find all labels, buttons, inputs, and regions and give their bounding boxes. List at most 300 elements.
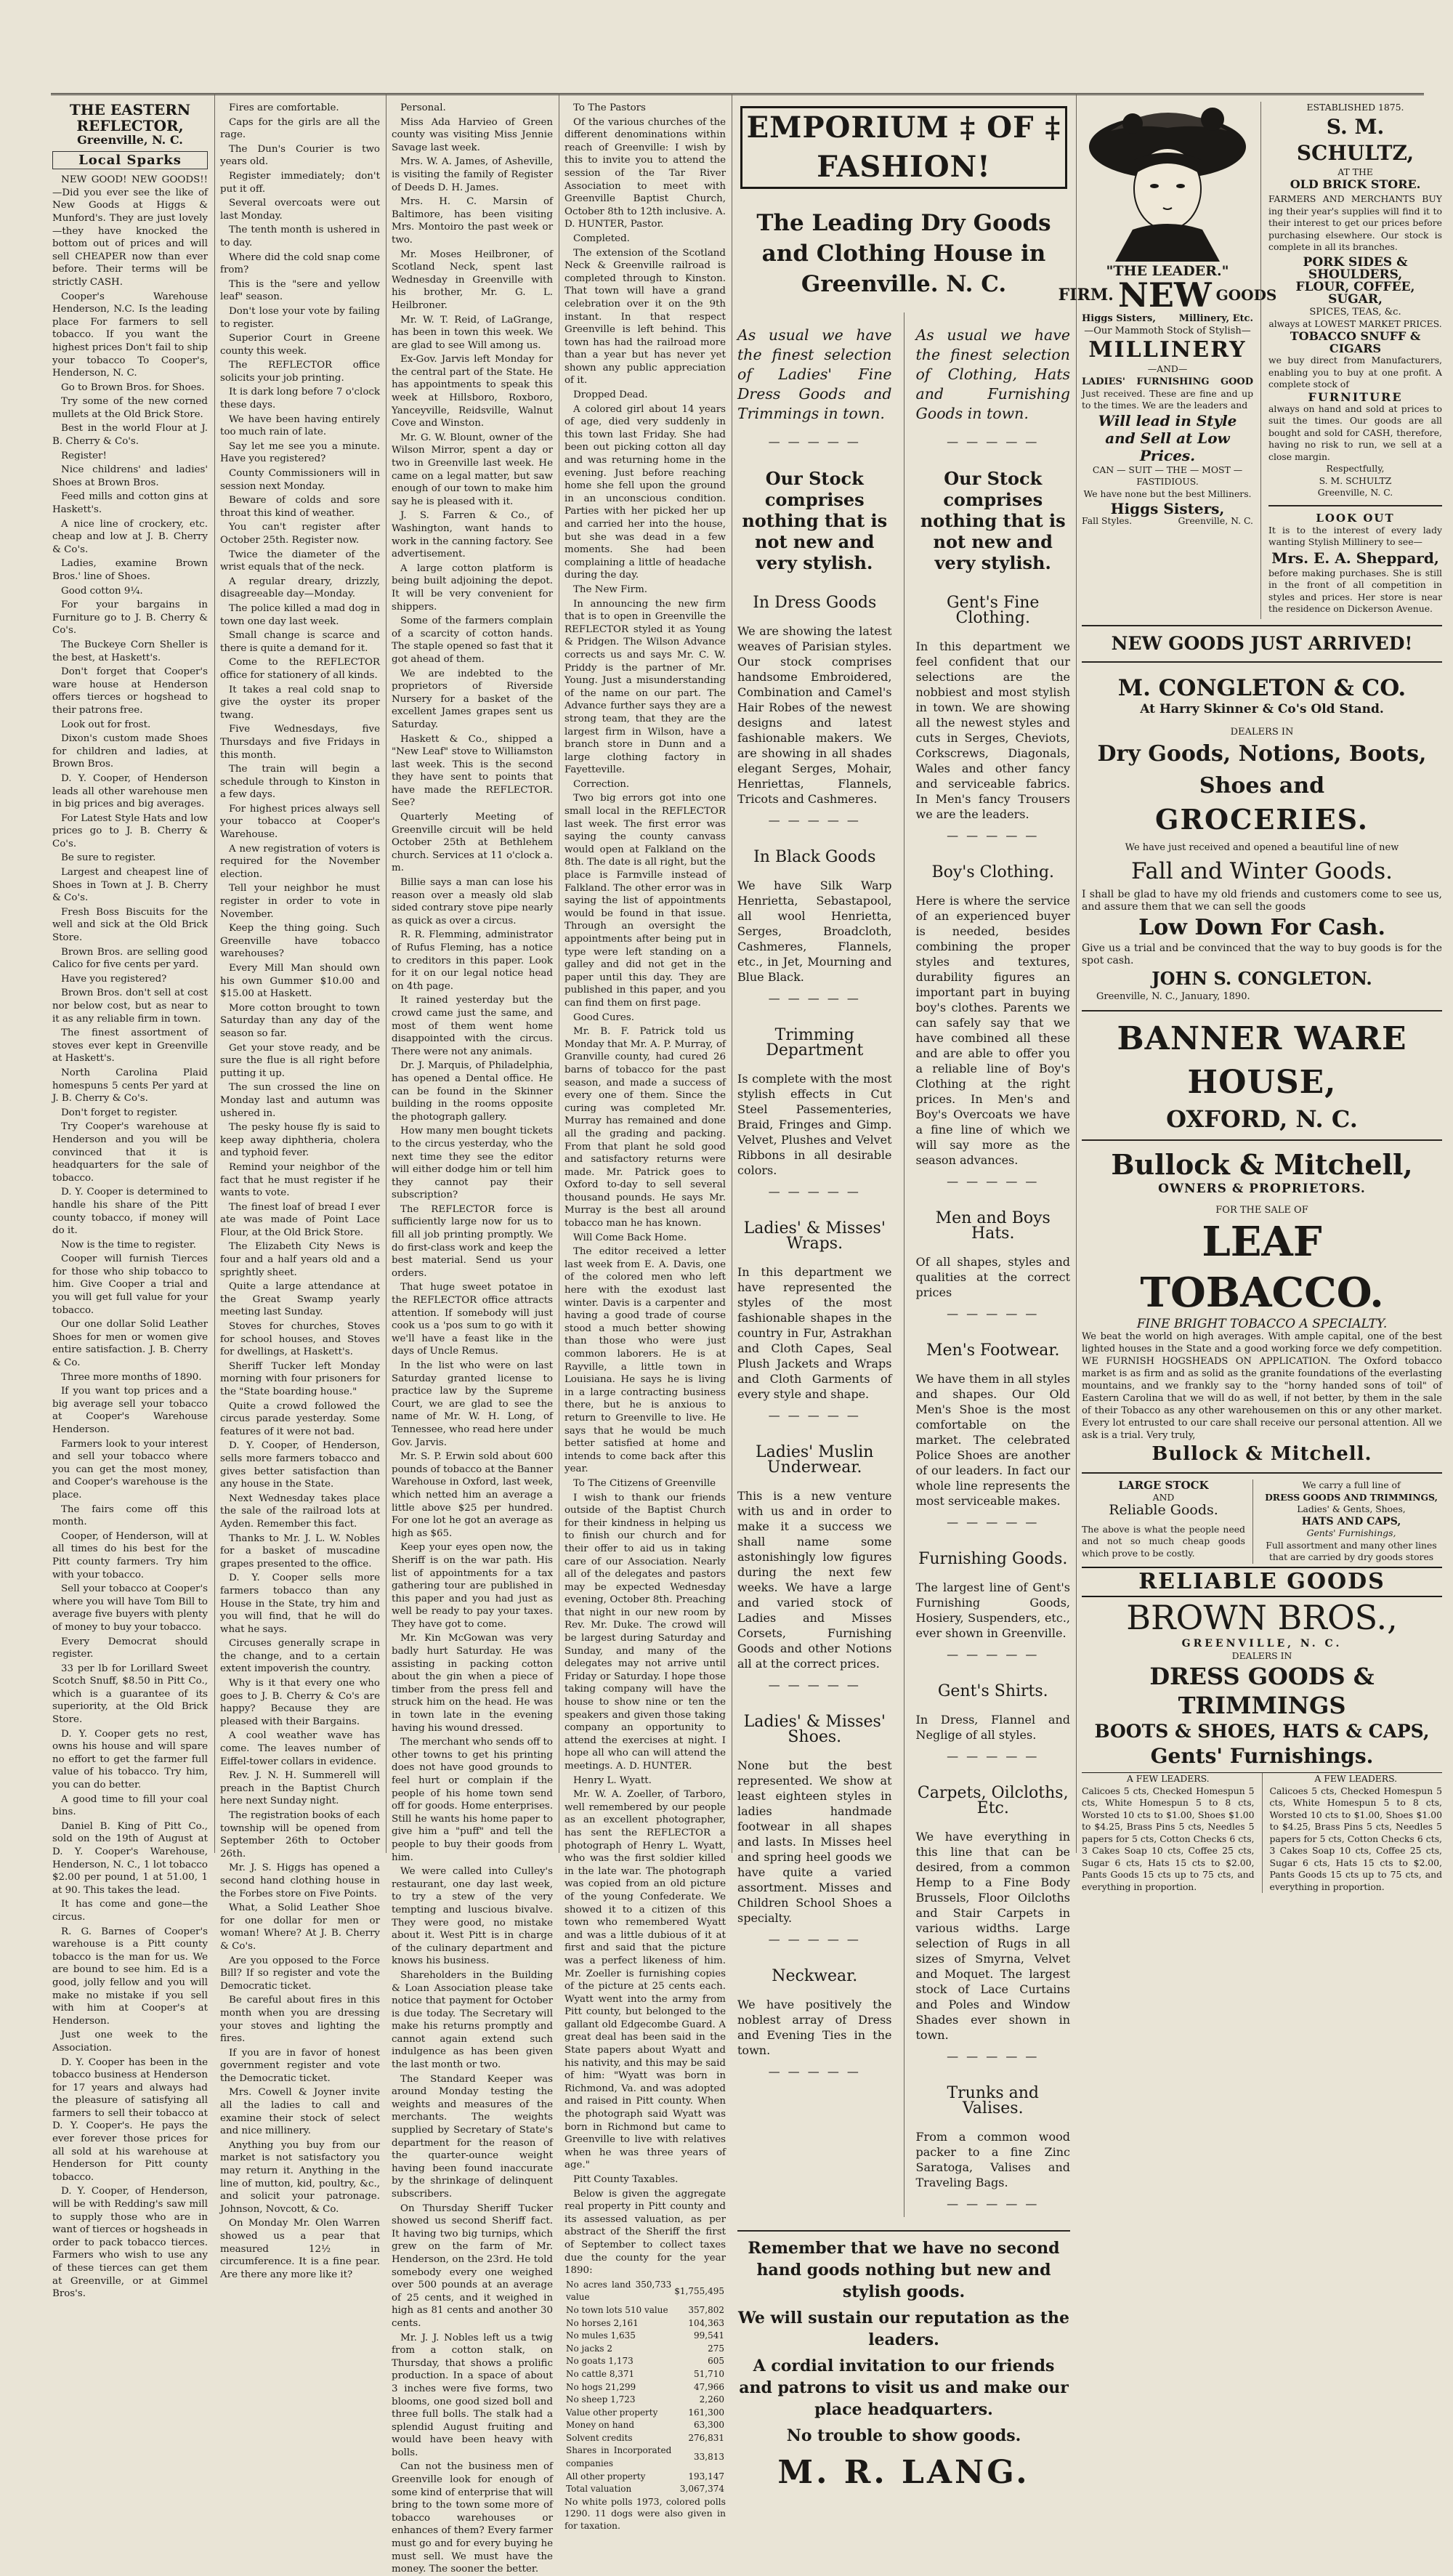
closing-line: We will sustain our reputation as the leaders. [737,2309,1070,2349]
news-item: Several overcoats were out last Monday. [220,198,380,222]
news-item: Come to the REFLECTOR office for stationery of all kinds. [220,657,380,681]
tax-row [564,2368,726,2381]
section-heading: Men's Footwear. [926,1341,1060,1360]
divider [1082,1010,1442,1012]
tax-row [564,2444,726,2470]
divider [1082,1139,1442,1141]
congleton-received: We have just received and opened a beautiful line of new [1125,842,1399,853]
news-item: D. Y. Cooper, of Henderson, sells more farmers tobacco and gives better satisfaction than any house in the State. [220,1440,380,1490]
news-item: Rev. J. N. H. Summerell will preach in the Baptist Church here next Sunday night. [220,1770,380,1807]
tax-row [564,2304,726,2317]
brown-gents-big: Gents' Furnishings. [1150,1744,1374,1768]
section-text: Of all shapes, styles and qualities at the correct prices [915,1255,1070,1299]
masthead-title: THE EASTERN REFLECTOR, [69,101,191,134]
section-heading: In Black Goods [753,848,876,866]
lang-signature: M. R. LANG. [777,2454,1030,2491]
news-item: D. Y. Cooper is determined to handle his share of the Pitt county tobacco, if money will do it. [52,1187,208,1237]
news-item: What, a Solid Leather Shoe for one dollar for men or woman! Where? At J. B. Cherry & Co's. [220,1902,380,1952]
schultz-established: ESTABLISHED 1875. [1306,102,1404,113]
section-heading: Ladies' & Misses' Shoes. [743,1713,886,1746]
news-item: Brown Bros. are selling good Calico for five cents per yard. [52,946,208,971]
news-item: Don't forget to register. [61,1107,178,1118]
banner-firm: Bullock & Mitchell, [1111,1148,1413,1181]
divider: — — — — — [947,2197,1040,2210]
news-item: Shareholders in the Building & Loan Association please take notice that payment for October is due today. The Secretary will make his returns promptly and cannot again extend such indulgence as has been given the last month or two. [392,1969,553,2071]
news-item: D. Y. Cooper, of Henderson, will be with Redding's saw mill to supply those who are in want of tierces or hogsheads in order to pack tobacco tierces. Farmers who wish to use any of these tierces can get them at Greenville, or at Gimmel Bros's. [52,2186,208,2300]
sheppard-name: Mrs. E. A. Sheppard, [1271,549,1439,567]
tax-label: Solvent credits [566,2432,633,2443]
lang-left-intro: As usual we have the finest selection of Ladies' Fine Dress Goods and Trimmings in town. [737,326,892,422]
higgs-just: Just received. These are fine and up to the times. We are the leaders and [1082,387,1253,411]
higgs-fast: CAN — SUIT — THE — MOST — FASTIDIOUS. [1092,464,1243,487]
tax-label: Money on hand [566,2420,634,2431]
brown-leaders-left: A FEW LEADERS. [1126,1773,1210,1784]
news-item: Every Mill Man should own his own Gummer $10.00 and $15.00 at Haskett. [220,963,380,1000]
news-item: 33 per lb for Lorillard Sweet Scotch Snuff, $8.50 in Pitt Co., which is a guarantee of its superiority, at the Old Brick Store. [52,1663,208,1726]
section-text: From a common wood packer to a fine Zinc Saratoga, Valises and Traveling Bags. [915,2130,1070,2189]
divider [1082,1472,1442,1474]
news-item: Dixon's custom made Shoes for children and ladies, at Brown Bros. [52,733,208,770]
news-item: Have you registered? [61,973,167,985]
news-item: The tenth month is ushered in to day. [220,225,380,249]
news-item: Anything you buy from our market is not satisfactory you may return it. Anything in the line of mutton, kid, poultry, &c., and solicit your patronage. Johnson, Novcott, & Co. [220,2139,380,2215]
lang-subtitle: The Leading Dry Goods and Clothing House in Greenville. N. C. [756,210,1051,297]
news-item: You can't register after October 25th. Register now. [220,522,380,546]
section-text: We have Silk Warp Henrietta, Sebastapool, all wool Henrietta, Serges, Broadcloth, Cashmeres, Flannels, etc., in Jet, Mourning and Blue Black. [737,879,892,984]
news-item: Cooper, of Henderson, will at all times do his best for the Pitt county farmers. Try him with your tobacco. [52,1530,208,1580]
news-item: R. G. Barnes of Cooper's warehouse is a Pitt county tobacco is the man for us. We are bound to see him. Ed is a good, jolly fellow and you will make no mistake if you sell with him at Cooper's at Henderson. [52,1926,208,2027]
news-item: A colored girl about 14 years of age, died very suddenly in this town last Friday. She had been out picking cotton all day and was returning home in the evening. Just before reaching home she fell upon the ground in an unconscious condition. Parties with her picked her up and carried her into the house, but she was dead in a few moments. She had been complaining a little of headache during the day. [564,403,726,581]
tax-value: 63,300 [694,2420,724,2431]
tax-value: 161,300 [688,2407,724,2418]
news-item: That huge sweet potatoe in the REFLECTOR office attracts attention. If somebody will just cook us a 'pos sum to go with it we'll have a feast like in the days of Uncle Remus. [392,1282,553,1357]
tax-label: No horses 2,161 [566,2317,639,2328]
right-ads [1058,102,1442,1892]
brown-name: BROWN BROS., [1126,1597,1398,1637]
news-item: To The Pastors [573,102,646,113]
news-item: Mrs. H. C. Marsin of Baltimore, has been visiting Mrs. Montoiro the past week or two. [392,196,553,246]
tax-value: 104,363 [688,2317,724,2328]
section-heading: Ladies' Muslin Underwear. [756,1443,874,1477]
brief-items-list [220,102,380,2281]
brown-boots: BOOTS & SHOES, HATS & CAPS, [1094,1721,1430,1742]
section-heading: Trunks and Valises. [947,2084,1039,2117]
section-text: We are showing the latest weaves of Parisian styles. Our stock comprises handsome Embroidered, Combination and Camel's Hair Robes of the newest designs and latest fashionable makers. We are showing in all shades elegant Serges, Mohair, Henriettas, Flannels, Tricots and Cashmeres. [737,624,892,806]
closing-line: A cordial invitation to our friends and patrons to visit us and make our place headquarters. [739,2357,1069,2419]
higgs-firm: FIRM. [1058,285,1114,304]
divider: — — — — — [768,1408,861,1422]
news-item: Just one week to the Association. [52,2030,208,2054]
closing-line: Remember that we have no second hand goods nothing but new and stylish goods. [748,2239,1060,2301]
news-item: Mr. G. W. Blount, owner of the Wilson Mirror, spent a day or two in Greenville last week. He came on a legal matter, but saw enough of our town to make him say he is pleased with it. [392,432,553,507]
brown-dress: DRESS GOODS AND TRIMMINGS, [1265,1491,1438,1503]
higgs-names: Higgs Sisters, [1082,313,1156,324]
news-item: D. Y. Cooper gets no rest, owns his house and will spare no effort to get the farmer full value of his tobacco. Try him, you can do better. [52,1728,208,1791]
divider: — — — — — [947,435,1040,448]
news-item: For highest prices always sell your tobacco at Cooper's Warehouse. [220,803,380,841]
news-item: Keep your eyes open now, the Sheriff is on the war path. His list of appointments for a tax gathering tour are published in this paper and you had just as well be ready to pay your taxes. They have got to come. [392,1542,553,1630]
news-item: It is dark long before 7 o'clock these days. [220,387,380,411]
news-item: If you want top prices and a big average sell your tobacco at Cooper's Warehouse Henderson. [52,1386,208,1435]
news-item: Circuses generally scrape in the change, and to a certain extent impoverish the country. [220,1638,380,1675]
news-item: Dropped Dead. [573,389,648,401]
section-text: None but the best represented. We show at least eighteen styles in ladies handmade footwear in all shapes and lasts. In Misses heel and spring heel goods we have quite a varied assortment. Misses and Children School Shoes a specialty. [737,1759,892,1925]
lang-left-col [737,312,892,2217]
news-item: Can not the business men of Greenville look for enough of some kind of enterprise that will bring to the town some more of tobacco warehouses or enhances of them? Every farmer must go and for every buying he must sell. We must have the money. The sooner the better. [392,2461,553,2575]
tax-value: $1,755,495 [674,2285,724,2296]
news-item: Will Come Back Home. [573,1232,687,1243]
congleton-name: M. CONGLETON & CO. [1117,675,1407,701]
news-item: Every Democrat should register. [52,1636,208,1660]
congleton-friends: I shall be glad to have my old friends and customers come to see us, and assure them that we can sell the goods [1082,889,1442,913]
news-item: Try some of the new corned mullets at the Old Brick Store. [52,396,208,420]
news-item: Cooper will furnish Tierces for those who ship tobacco to him. Give Cooper a trial and you will get full value for your tobacco. [52,1253,208,1316]
divider: — — — — — [947,1515,1040,1529]
schultz-city: Greenville, N. C. [1317,487,1393,498]
lang-left-sections [737,595,892,2079]
brown-large: LARGE STOCK [1118,1479,1209,1492]
tax-value: 275 [708,2343,724,2354]
tax-value: 357,802 [688,2304,724,2315]
schultz-furniture-text: always on hand and sold at prices to suit the times. Our goods are all bought and sold for CASH, therefore, having no risk to run, we sell at a close margin. [1268,403,1442,462]
news-item: Largest and cheapest line of Shoes in Town at J. B. Cherry & Co's. [52,867,208,904]
news-item: The Elizabeth City News is four and a half years old and a sprightly sheet. [220,1241,380,1278]
section-text: Is complete with the most stylish effects in Cut Steel Passementeries, Braid, Fringes and Gimp. Velvet, Plushes and Velvet Ribbons in all desirable colors. [737,1072,892,1177]
sheppard-text: before making purchases. She is still in the front of all competition in styles and prices. Her store is near the residence on Dickerson Avenue. [1268,567,1442,614]
news-item: The merchant who sends off to other towns to get his printing does not have good grounds to feel hurt or complain if the people of his home town send off for goods. Home enterprises. Still he wants his home paper to give him a "puff" and tell the people to buy their goods from him. [392,1737,553,1863]
tax-note: No white polls 1973, colored polls 1290. 11 dogs were also given in for taxation. [564,2495,726,2531]
lang-right-intro: As usual we have the finest selection of Clothing, Hats and Furnishing Goods in town. [915,326,1070,422]
news-item: Go to Brown Bros. for Shoes. [61,381,205,393]
news-item: Register! [61,450,107,461]
news-item: Two big errors got into one small local in the REFLECTOR last week. The first error was saying the county canvass would open at Falkland on the 8th. The date is all right, but the place is Farmville instead of Falkland. The other error was in saying the list of appointments would be found in that issue. Through an oversight the appointments after being put in type were left standing on a galley and did not get in the paper until this day. They are published in this paper, and you can find them on first page. [564,793,726,1009]
news-item: Sell your tobacco at Cooper's where you will have Tom Bill to average five buyers with plenty of money to buy your tobacco. [52,1583,208,1633]
column-rule [1076,93,1077,1853]
brown-city: GREENVILLE, N. C. [1181,1637,1343,1650]
news-item: The REFLECTOR force is sufficiently large now for us to fill all job printing promptly. We do first-class work and keep the best material. Send us your orders. [392,1203,553,1279]
news-item: D. Y. Cooper has been in the tobacco business at Henderson for 17 years and always had the pleasure of satisfying all farmers to sell their tobacco at D. Y. Cooper's. He pays the ever forever those prices for all sold at his warehouse at Henderson for Pitt county tobacco. [52,2056,208,2183]
news-item: Keep the thing going. Such Greenville have tobacco warehouses? [220,923,380,960]
brown-banner: RELIABLE GOODS [1082,1567,1442,1597]
tax-value: 2,260 [699,2394,724,2405]
brown-carry: We carry a full line of [1302,1479,1401,1490]
news-item: Why is it that every one who goes to J. B. Cherry & Co's are happy? Because they are pleased with their Bargains. [220,1678,380,1727]
brown-gents: Gents' Furnishings, [1306,1527,1396,1538]
news-item: Billie says a man can lose his reason over a measly old slab sided contrary stove pipe nearly as quick as over a circus. [392,877,553,926]
higgs-millinery-small: Millinery, Etc. [1178,313,1253,324]
news-item: Be careful about fires in this month when you are dressing your stoves and lighting the fires. [220,1995,380,2045]
news-item: Try Cooper's warehouse at Henderson and you will be convinced that it is headquarters for the sale of tobacco. [52,1121,208,1184]
news-item: If you are in favor of honest government register and vote the Democratic ticket. [220,2047,380,2084]
news-item: Quite a crowd followed the circus parade yesterday. Some features of it were not bad. [220,1400,380,1437]
tax-value: 605 [708,2356,724,2367]
news-item: It takes a real cold snap to give the oyster its proper twang. [220,684,380,721]
column-personal [392,102,553,2575]
news-item: Below is given the aggregate real property in Pitt county and its assessed valuation, as per abstract of the Sheriff the first of September to collect taxes due the county for the year 1890: [564,2188,726,2277]
lang-ad [737,102,1070,2491]
news-item: In the list who were on last Saturday granted license to practice law by the Supreme Court, we are glad to see the name of Mr. W. H. Long, of Tennessee, who read here under Gov. Jarvis. [392,1360,553,1448]
section-text: We have them in all styles and shapes. Our Old Men's Shoe is the most comfortable on the market. The celebrated Police Shoes are another of our leaders. In fact our whole line represents the most serviceable makes. [915,1372,1070,1508]
schultz-at: AT THE [1337,166,1373,177]
news-item: Small change is scarce and there is quite a demand for it. [220,630,380,654]
tax-label: Value other property [566,2407,658,2418]
tax-row [564,2419,726,2432]
higgs-city: Greenville, N. C. [1178,515,1253,526]
tax-row [564,2471,726,2484]
news-item: Quarterly Meeting of Greenville circuit will be held October 25th at Bethlehem church. Services at 11 o'clock a. m. [392,812,553,874]
banner-city: OXFORD, N. C. [1166,1105,1358,1133]
news-item: Three more months of 1890. [61,1371,202,1383]
tax-row [564,2317,726,2330]
stock-note-right: Our Stock comprises nothing that is not new and very stylish. [920,468,1066,573]
news-item: Pitt County Taxables. [573,2174,679,2185]
masthead-place: Greenville, N. C. [77,133,183,147]
lady-portrait-illustration [1082,102,1253,262]
news-item: Ex-Gov. Jarvis left Monday for the central part of the State. He has appointments to speak this week at Hillsboro, Roxboro, Yanceyville, Reidsville, Walnut Cove and Winston. [392,354,553,429]
news-item: We are indebted to the proprietors of Riverside Nursery for a basket of the excellent James grapes sent us Saturday. [392,668,553,730]
schultz-always: always at LOWEST MARKET PRICES. [1268,318,1442,329]
tax-value: 99,541 [694,2330,724,2341]
section-text: We have everything in this line that can be desired, from a common Hemp to a Fine Body Brussels, Floor Oilcloths and Stair Carpets in various widths. Large selection of Rugs in all sizes of Smyrna, Velvet and Moquet. The largest stock of Lace Curtains and Poles and Window Shades ever shown in town. [915,1830,1070,2042]
news-item: Mr. B. F. Patrick told us Monday that Mr. A. P. Murray, of Granville county, had cured 26 barns of tobacco for the past season, and made a success of every one of them. Since the curing was completed Mr. Murray has remained and done all the grading and packing. From that plant he sold good and satisfactory returns were made. Mr. Patrick goes to Oxford to-day to sell several thousand pounds. He says Mr. Murray is the best all around tobacco man he has known. [564,1026,726,1230]
tax-table [564,2279,726,2496]
news-item: The fairs come off this month. [52,1503,208,1528]
news-item: Of the various churches of the different denominations within reach of Greenville: I wish by this to invite you to attend the session of the Tar River Association to meet with Greenville Baptist Church, October 8th to 12th inclusive. A. D. HUNTER, Pastor. [564,116,726,230]
section-text: This is a new venture with us and in order to make it a success we shall name some astonishingly low figures during the next few weeks. We have a large and varied stock of Ladies and Misses Corsets, Furnishing Goods and other Notions all at the correct prices. [737,1489,892,1671]
lang-right-sections [916,595,1071,2211]
news-item: Miss Ada Harvieo of Green county was visiting Miss Jennie Savage last week. [392,116,553,153]
news-item: Stoves for churches, Stoves for school houses, and Stoves for dwellings, at Haskett's. [220,1321,380,1358]
news-item: Mrs. W. A. James, of Asheville, is visiting the family of Register of Deeds D. H. James. [392,156,553,193]
higgs-none: We have none but the best Milliners. [1083,488,1252,499]
news-item: The extension of the Scotland Neck & Greenville railroad is completed through to Kinston. That town will have a grand celebration over it on the 9th instant. In that respect Greenville is left behind. This town has had the railroad more than a year but has never yet shown any public appreciation of it. [564,247,726,387]
news-item: Be sure to register. [61,852,156,864]
news-item: Mr. S. P. Erwin sold about 600 pounds of tobacco at the Banner Warehouse in Oxford, last week, which netted him an average a little above $25 per hundred. For one lot he got an average as high as $65. [392,1451,553,1539]
news-item: Mr. Moses Heilbroner, of Scotland Neck, spent last Wednesday in Greenville with his brother, Mr. G. L. Heilbroner. [392,249,553,311]
brown-list-left: Calicoes 5 cts, Checked Homespun 5 cts, White Homespun 5 to 8 cts, Worsted 10 cts to $1.00, Shoes $1.00 to $4.25, Brass Pins 5 cts, Needles 5 papers for 5 cts, Cotton Checks 6 cts, 3 Cakes Soap 10 cts, Coffee 25 cts, Sugar 6 cts, Hats 15 cts to $2.00, Pants Goods 15 cts up to 75 cts, and everything in proportion. [1082,1785,1255,1892]
news-item: Best in the world Flour at J. B. Cherry & Co's. [52,423,208,448]
news-item: The New Firm. [573,584,648,595]
section-text: In Dress, Flannel and Neglige of all styles. [915,1713,1070,1742]
news-item: Thanks to Mr. J. L. W. Nobles for a basket of muscadine grapes presented to the office. [220,1533,380,1570]
news-item: Some of the farmers complain of a scarcity of cotton hands. The staple opened so fast that it got ahead of them. [392,615,553,665]
news-item: Mr. Kin McGowan was very badly hurt Saturday. He was assisting in packing cotton about the gin when a piece of timber from the press fell and struck him on the head. He was in town late in the evening having his wound dressed. [392,1633,553,1734]
schultz-respectfully: Respectfully, [1326,463,1385,474]
congleton-ad [1082,619,1442,1893]
news-item: The finest loaf of bread I ever ate was made of Point Lace Flour, at the Old Brick Store. [220,1201,380,1238]
tax-label: No acres land 350,733 value [566,2279,672,2303]
congleton-head: NEW GOODS JUST ARRIVED! [1111,633,1413,654]
section-heading: Trimming Department [766,1026,864,1059]
news-item: Twice the diameter of the wrist equals that of the neck. [220,549,380,573]
congleton-groceries: GROCERIES. [1155,803,1369,836]
section-text: In this department we feel confident that our selections are the nobbiest and most stylish in town. We are showing all the newest styles and cuts in Serges, Cheviots, Corkscrews, Diagonals, Wales and other fancy and serviceable fabrics. In Men's fancy Trousers we are the leaders. [915,639,1070,821]
news-item: Daniel B. King of Pitt Co., sold on the 19th of August at D. Y. Cooper's Warehouse, Henderson, N. C., 1 lot tobacco $2.00 per pound, 1 at 51.00, 1 at 90. This takes the lead. [52,1820,208,1896]
congleton-at: At Harry Skinner & Co's Old Stand. [1140,702,1384,716]
brown-hats: HATS AND CAPS, [1301,1515,1401,1527]
schultz-tobacco: TOBACCO SNUFF & CIGARS [1290,329,1421,355]
higgs-and: —AND— [1147,363,1188,374]
banner-sig: Bullock & Mitchell. [1152,1443,1372,1465]
news-item: More cotton brought to town Saturday than any day of the season so far. [220,1002,380,1039]
news-item: Don't lose your vote by failing to register. [220,305,380,330]
schultz-sig: S. M. SCHULTZ [1319,475,1392,486]
section-text: We have positively the noblest array of Dress and Evening Ties in the town. [737,1998,892,2057]
banner-leaf: LEAF TOBACCO. [1140,1218,1384,1317]
news-item: Henry L. Wyatt. [573,1774,652,1786]
divider: — — — — — [768,435,861,448]
schultz-flour: FLOUR, COFFEE, SUGAR, [1295,279,1415,307]
tax-label: No cattle 8,371 [566,2368,635,2379]
divider: — — — — — [768,2064,861,2078]
tax-row [564,2355,726,2368]
news-item: R. R. Flemming, administrator of Rufus Fleming, has a notice to creditors in this paper. Look for it on our legal notice head on 4th page. [392,929,553,992]
tax-row [564,2381,726,2394]
news-items-list [564,102,726,2277]
tax-label: No mules 1,635 [566,2330,636,2341]
higgs-ladies: LADIES' [1082,376,1125,387]
news-item: J. S. Farren & Co., of Washington, want hands to work in the canning factory. See advertisement. [392,510,553,560]
section-heading: Carpets, Oilcloths, Etc. [917,1784,1069,1817]
news-item: Quite a large attendance at the Great Swamp yearly meeting last Sunday. [220,1281,380,1318]
banner-title: BANNER WARE HOUSE, [1117,1020,1407,1101]
news-item: Look out for frost. [61,719,151,730]
news-item: To The Citizens of Greenville [573,1477,716,1489]
divider: — — — — — [768,813,861,827]
tax-row [564,2407,726,2420]
section-heading: Furnishing Goods. [918,1550,1068,1568]
news-item: Our one dollar Solid Leather Shoes for men or women give entire satisfaction. J. B. Cherry & Co. [52,1319,208,1369]
divider: — — — — — [947,1307,1040,1320]
tax-value: 51,710 [694,2368,724,2379]
news-item: D. Y. Cooper, of Henderson leads all other warehouse men in big prices and big averages. [52,772,208,810]
divider: — — — — — [768,1678,861,1692]
brown-full: Full assortment and many other lines that are carried by dry goods stores [1266,1539,1437,1562]
brown-reliable: Reliable Goods. [1109,1501,1218,1518]
lookout-head: LOOK OUT [1316,511,1395,525]
news-item: The train will begin a schedule through to Kinston in a few days. [220,764,380,801]
news-item: Superior Court in Greene county this week. [220,333,380,357]
section-text: Here is where the service of an experienced buyer is needed, besides combining the proper styles and textures, durability figures an important part in buying boy's clothes. Parents we can safely say that we have combined all these and are able to offer you a reliable line of Boy's Clothing at the right prices. In Men's and Boy's Overcoats we have a fine line of which we will say more as the season advances. [915,894,1070,1167]
congleton-dry: Dry Goods, Notions, Boots, Shoes and [1097,741,1427,799]
news-item: Mr. W. T. Reid, of LaGrange, has been in town this week. We are glad to see Will among us. [392,314,553,351]
news-item: We were called into Culley's restaurant, one day last week, to try a stew of the very tempting and luscious bivalve. They were good, no mistake about it. West Pitt is in charge of the culinary department and knows his business. [392,1866,553,1967]
news-item: Caps for the girls are all the rage. [220,116,380,141]
schultz-direct: we buy direct from Manufacturers, enabling you to buy at one profit. A complete stock of [1268,355,1442,389]
higgs-new: NEW [1117,275,1212,315]
news-item: Haskett & Co., shipped a "New Leaf" stove to Williamston last week. This is the second they have sent to points that have made the REFLECTOR. See? [392,733,553,809]
section-heading: Boy's Clothing. [931,863,1055,881]
higgs-furnishing: FURNISHING [1136,376,1210,387]
news-item: For your bargains in Furniture go to J. B. Cherry & Co's. [52,599,208,637]
tax-label: No jacks 2 [566,2343,613,2354]
news-item: Farmers look to your interest and sell your tobacco where you can get the most money, and Cooper's warehouse is the place. [52,1438,208,1501]
schultz-furniture: FURNITURE [1308,389,1403,404]
column-rule [214,93,215,1853]
news-item: The sun crossed the line on Monday last and autumn was ushered in. [220,1082,380,1119]
column-local-sparks [52,101,208,2300]
news-item: How many men bought tickets to the circus yesterday, who the next time they see the editor will either dodge him or tell him they cannot pay their subscription? [392,1126,553,1201]
higgs-goods: GOODS [1215,286,1277,304]
news-item: Remind your neighbor of the fact that he must register if he wants to vote. [220,1161,380,1199]
congleton-low: Low Down For Cash. [1138,915,1385,940]
news-item: Sheriff Tucker left Monday morning with four prisoners for the "State boarding house." [220,1360,380,1397]
brown-leaders-right: A FEW LEADERS. [1314,1773,1398,1784]
news-item: D. Y. Cooper sells more farmers tobacco than any House in the State, try him and you will find, that he will do what he says. [220,1572,380,1635]
brown-and: AND [1152,1492,1175,1503]
banner-fine: FINE BRIGHT TOBACCO A SPECIALTY. [1136,1317,1388,1331]
divider: — — — — — [768,991,861,1005]
news-item: The finest assortment of stoves ever kept in Greenville at Haskett's. [52,1027,208,1065]
schultz-name: S. M. SCHULTZ, [1296,114,1414,165]
schultz-intro: FARMERS AND MERCHANTS BUY ing their year's supplies will find it to their interest to get our prices before purchasing elsewhere. Our stock is complete in all its branches. [1268,193,1442,252]
news-item: Say let me see you a minute. Have you registered? [220,440,380,465]
news-item: North Carolina Plaid homespuns 5 cents Per yard at J. B. Cherry & Co's. [52,1067,208,1105]
news-item: The registration books of each township will be opened from September 26th to October 26th. [220,1810,380,1860]
congleton-date: Greenville, N. C., January, 1890. [1096,991,1250,1002]
news-item: Mr. J. J. Nobles left us a twig from a cotton stalk, on Thursday, that shows a prolific production. In a space of about 3 inches were five forms, two blooms, one good sized boll and three full bolls. The stalk had a splendid August fruiting and would have been heavy with bolls. [392,2332,553,2458]
news-item: Tell your neighbor he must register in order to vote in November. [220,883,380,920]
tax-label: No town lots 510 value [566,2304,668,2315]
closing-line: No trouble to show goods. [786,2426,1021,2445]
local-items-list [52,174,208,2301]
section-text: In this department we have represented the styles of the most fashionable shapes in the country in Fur, Astrakhan and Cloth Capes, Seal Plush Jackets and Wraps and Cloth Garments of every style and shape. [737,1265,892,1401]
schultz-spices: SPICES, TEAS, &c. [1309,306,1401,318]
news-item: Correction. [573,778,630,790]
news-item: Cooper's Warehouse Henderson, N.C. Is the leading place For farmers to sell tobacco. If you want the highest prices Don't fail to ship your tobacco To Cooper's, Henderson, N. C. [52,291,208,379]
tax-label: No sheep 1,723 [566,2394,636,2405]
divider [737,2230,1070,2232]
tax-value: 33,813 [694,2452,724,2463]
divider: — — — — — [947,1174,1040,1188]
news-item: Good cotton 9¼. [61,585,143,597]
news-item: Now is the time to register. [61,1239,196,1251]
section-heading: In Dress Goods [753,594,877,612]
news-item: NEW GOOD! NEW GOODS!!—Did you ever see the like of New Goods at Higgs & Munford's. They are just lovely—they have knocked the bottom out of prices and will sell CHEAPER now than ever before. Their terms will be strictly CASH. [52,174,208,288]
higgs-millinery: MILLINERY [1088,337,1247,363]
section-title: Local Sparks [52,151,208,170]
tax-row [564,2432,726,2445]
divider: — — — — — [947,1749,1040,1763]
news-item: It rained yesterday but the crowd came just the same, and most of them went home disappointed with the circus. There were not any animals. [392,995,553,1057]
higgs-firm-row [1058,275,1277,315]
divider: — — — — — [947,1647,1040,1661]
tax-value: 3,067,374 [679,2484,724,2495]
news-item: Get your stove ready, and be sure the flue is all right before putting it up. [220,1042,380,1079]
section-heading: Ladies' & Misses' Wraps. [743,1219,886,1253]
news-item: Mr. J. S. Higgs has opened a second hand clothing house in the Forbes store on Five Points. [220,1862,380,1899]
schultz-pork: PORK SIDES & SHOULDERS, [1303,254,1408,282]
higgs-caption: "THE LEADER." [1106,263,1229,279]
higgs-sig: Higgs Sisters, [1110,500,1225,517]
news-item: A large cotton platform is being built adjoining the depot. It will be very convenient for shippers. [392,562,553,613]
higgs-will: Will lead in Style and Sell at Low Prices. [1098,411,1237,464]
tax-label: Shares in Incorporated companies [566,2445,672,2469]
news-item: Register immediately; don't put it off. [220,170,380,195]
news-item: The REFLECTOR office solicits your job printing. [220,360,380,384]
lang-closing [737,2237,1070,2447]
schultz-store: OLD BRICK STORE. [1290,177,1421,191]
news-item: A good time to fill your coal bins. [52,1793,208,1818]
news-item: The Standard Keeper was around Monday testing the weights and measures of the merchants. The weights supplied by Secretary of State's department for the reason of the quarter-ounce weight having been found inaccurate by the shrinkage of delinquent subscribers. [392,2073,553,2200]
divider: — — — — — [947,828,1040,842]
tax-value: 47,966 [694,2381,724,2392]
news-item: A cool weather wave has come. The leaves number of Eiffel-tower collars in evidence. [220,1730,380,1767]
section-heading: Gent's Fine Clothing. [947,594,1040,627]
news-item: The Dun's Courier is two years old. [220,143,380,168]
stock-note-left: Our Stock comprises nothing that is not new and very stylish. [742,468,888,573]
news-item: The police killed a mad dog in town one day last week. [220,602,380,627]
